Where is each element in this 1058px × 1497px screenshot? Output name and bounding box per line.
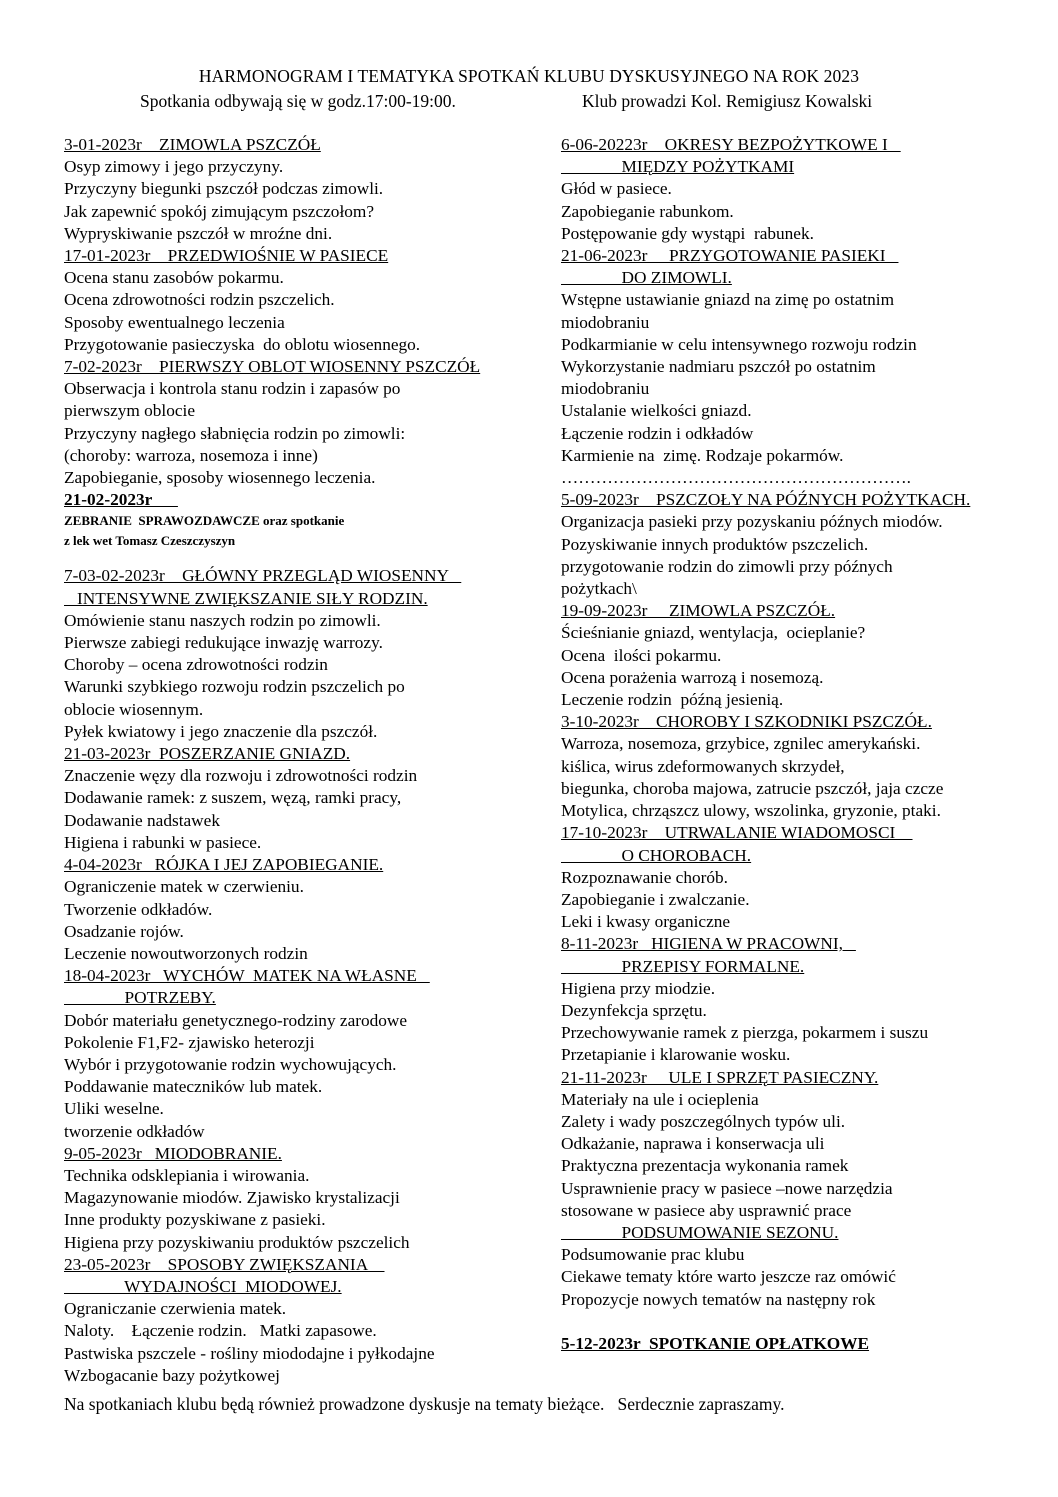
spacer (64, 551, 504, 565)
topic-line: Uliki weselne. (64, 1099, 164, 1119)
topic-line: Wzbogacanie bazy pożytkowej (64, 1365, 280, 1385)
meeting-heading: 19-09-2023r ZIMOWLA PSZCZÓŁ. (561, 601, 836, 621)
topic-line: Rozpoznawanie chorób. (561, 867, 728, 887)
topic-line: Ocena ilości pokarmu. (561, 645, 722, 665)
topic-line: Ograniczanie czerwienia matek. (64, 1299, 287, 1319)
topic-line: z lek wet Tomasz Czeszczyszyn (64, 533, 236, 549)
topic-line: Ciekawe tematy które warto jeszcze raz omówić (561, 1267, 896, 1287)
meeting-heading: POTRZEBY. (64, 988, 216, 1008)
meeting-heading: 5-09-2023r PSZCZOŁY NA PÓŹNYCH POŻYTKACH. (561, 490, 971, 510)
meeting-heading: O CHOROBACH. (561, 845, 752, 865)
topic-line: Głód w pasiece. (561, 179, 672, 199)
topic-line: Inne produkty pozyskiwane z pasieki. (64, 1210, 326, 1230)
right-column (561, 134, 1001, 1355)
topic-line: Pierwsze zabiegi redukujące inwazję warrozy. (64, 633, 383, 653)
topic-line: Pozyskiwanie innych produktów pszczelich. (561, 534, 869, 554)
meeting-heading: INTENSYWNE ZWIĘKSZANIE SIŁY RODZIN. (64, 588, 428, 608)
topic-line: Higiena i rabunki w pasiece. (64, 832, 262, 852)
topic-line: tworzenie odkładów (64, 1121, 205, 1141)
topic-line: stosowane w pasiece aby usprawnić prace (561, 1200, 852, 1220)
topic-line: Usprawnienie pracy w pasiece –nowe narzędzia (561, 1178, 893, 1198)
topic-line: przygotowanie rodzin do zimowli przy późnych (561, 556, 893, 576)
topic-line: Technika odsklepiania i wirowania. (64, 1165, 310, 1185)
topic-line: Osadzanie rojów. (64, 921, 184, 941)
meeting-heading: 21-11-2023r ULE I SPRZĘT PASIECZNY. (561, 1067, 879, 1087)
topic-line: kiślica, wirus zdeformowanych skrzydeł, (561, 756, 845, 776)
meeting-heading: MIĘDZY POŻYTKAMI (561, 157, 795, 177)
topic-line: ……………………………………………………. (561, 468, 911, 488)
topic-line: Poddawanie mateczników lub matek. (64, 1077, 323, 1097)
topic-line: Znaczenie węzy dla rozwoju i zdrowotności rodzin (64, 766, 418, 786)
meeting-heading: 8-11-2023r HIGIENA W PRACOWNI, (561, 934, 856, 954)
topic-line: Jak zapewnić spokój zimującym pszczołom? (64, 201, 374, 221)
meeting-heading: 6-06-20223r OKRESY BEZPOŻYTKOWE I (561, 135, 901, 154)
topic-line: (choroby: warroza, nosemoza i inne) (64, 445, 318, 465)
topic-line: Postępowanie gdy wystąpi rabunek. (561, 223, 814, 243)
topic-line: Karmienie na zimę. Rodzaje pokarmów. (561, 445, 844, 465)
spacer (561, 1311, 1001, 1333)
topic-line: ZEBRANIE SPRAWOZDAWCZE oraz spotkanie (64, 513, 345, 529)
meeting-heading: WYDAJNOŚCI MIODOWEJ. (64, 1276, 342, 1296)
topic-line: Ograniczenie matek w czerwieniu. (64, 877, 304, 897)
topic-line: Zapobieganie i zwalczanie. (561, 889, 750, 909)
topic-line: Magazynowanie miodów. Zjawisko krystalizacji (64, 1188, 400, 1208)
topic-line: Materiały na ule i ocieplenia (561, 1089, 759, 1109)
topic-line: Przyczyny biegunki pszczół podczas zimowli. (64, 179, 384, 199)
topic-line: Ocena zdrowotności rodzin pszczelich. (64, 290, 335, 310)
topic-line: Leki i kwasy organiczne (561, 912, 731, 932)
meeting-heading: 3-01-2023r ZIMOWLA PSZCZÓŁ (64, 135, 321, 154)
meeting-heading: 9-05-2023r MIODOBRANIE. (64, 1143, 282, 1163)
topic-line: Ustalanie wielkości gniazd. (561, 401, 752, 421)
meeting-heading: 23-05-2023r SPOSOBY ZWIĘKSZANIA (64, 1254, 385, 1274)
topic-line: Przetapianie i klarowanie wosku. (561, 1045, 791, 1065)
topic-line: Praktyczna prezentacja wykonania ramek (561, 1156, 849, 1176)
topic-line: oblocie wiosennym. (64, 699, 204, 719)
topic-line: Warroza, nosemoza, grzybice, zgnilec amerykański. (561, 734, 921, 754)
topic-line: pożytkach\ (561, 579, 637, 599)
topic-line: Wykorzystanie nadmiaru pszczół po ostatnim (561, 357, 876, 377)
topic-line: biegunka, choroba majowa, zatrucie pszczół, jaja czcze (561, 778, 944, 798)
topic-line: pierwszym oblocie (64, 401, 196, 421)
meeting-heading: 18-04-2023r WYCHÓW MATEK NA WŁASNE (64, 966, 430, 986)
meeting-hours: Spotkania odbywają się w godz.17:00-19:00. (140, 91, 456, 111)
topic-line: Ścieśnianie gniazd, wentylacja, ocieplanie? (561, 623, 866, 643)
club-host: Klub prowadzi Kol. Remigiusz Kowalski (582, 91, 873, 111)
topic-line: Łączenie rodzin i odkładów (561, 423, 754, 443)
topic-line: Leczenie rodzin późną jesienią. (561, 690, 784, 710)
topic-line: Higiena przy pozyskiwaniu produktów pszczelich (64, 1232, 410, 1252)
topic-line: Leczenie nowoutworzonych rodzin (64, 943, 308, 963)
page-title: HARMONOGRAM I TEMATYKA SPOTKAŃ KLUBU DYSKUSYJNEGO NA ROK 2023 (198, 66, 860, 86)
topic-line: Choroby – ocena zdrowotności rodzin (64, 655, 328, 675)
topic-line: Odkażanie, naprawa i konserwacja uli (561, 1134, 825, 1154)
topic-line: Naloty. Łączenie rodzin. Matki zapasowe. (64, 1321, 377, 1341)
meeting-heading: 3-10-2023r CHOROBY I SZKODNIKI PSZCZÓŁ. (561, 712, 932, 732)
footer-note: Na spotkaniach klubu będą również prowadzone dyskusje na tematy bieżące. Serdecznie zapraszamy. (64, 1394, 785, 1414)
meeting-heading: 21-02-2023r (64, 490, 178, 510)
topic-line: Zapobieganie rabunkom. (561, 201, 734, 221)
meeting-heading: 5-12-2023r SPOTKANIE OPŁATKOWE (561, 1333, 870, 1353)
topic-line: Dodawanie nadstawek (64, 810, 220, 830)
topic-line: Przygotowanie pasieczyska do oblotu wiosennego. (64, 334, 421, 354)
topic-line: Sposoby ewentualnego leczenia (64, 312, 285, 332)
topic-line: miodobraniu (561, 312, 650, 332)
topic-line: Wybór i przygotowanie rodzin wychowujących. (64, 1054, 397, 1074)
topic-line: Osyp zimowy i jego przyczyny. (64, 157, 284, 177)
topic-line: Pastwiska pszczele - rośliny miododajne i pyłkodajne (64, 1343, 435, 1363)
topic-line: Pyłek kwiatowy i jego znaczenie dla pszczół. (64, 721, 378, 741)
topic-line: Motylica, chrząszcz ulowy, wszolinka, gryzonie, ptaki. (561, 801, 941, 821)
topic-line: Pokolenie F1,F2- zjawisko heterozji (64, 1032, 315, 1052)
topic-line: Ocena stanu zasobów pokarmu. (64, 268, 284, 288)
meeting-heading: 21-03-2023r POSZERZANIE GNIAZD. (64, 744, 351, 764)
topic-line: Obserwacja i kontrola stanu rodzin i zapasów po (64, 379, 401, 399)
topic-line: Omówienie stanu naszych rodzin po zimowli. (64, 610, 381, 630)
topic-line: Wstępne ustawianie gniazd na zimę po ostatnim (561, 290, 895, 310)
topic-line: Przechowywanie ramek z pierzga, pokarmem i suszu (561, 1023, 929, 1043)
meeting-heading: 7-02-2023r PIERWSZY OBLOT WIOSENNY PSZCZÓŁ (64, 357, 481, 377)
topic-line: Wypryskiwanie pszczół w mroźne dni. (64, 223, 333, 243)
meeting-heading: PRZEPISY FORMALNE. (561, 956, 805, 976)
meeting-heading: 17-10-2023r UTRWALANIE WIADOMOSCI (561, 823, 913, 843)
topic-line: Dezynfekcja sprzętu. (561, 1000, 707, 1020)
topic-line: Zapobieganie, sposoby wiosennego leczenia. (64, 468, 376, 488)
topic-line: miodobraniu (561, 379, 650, 399)
meeting-heading: 7-03-02-2023r GŁÓWNY PRZEGLĄD WIOSENNY (64, 566, 462, 586)
topic-line: Tworzenie odkładów. (64, 899, 213, 919)
topic-line: Dobór materiału genetycznego-rodziny zarodowe (64, 1010, 408, 1030)
topic-line: Organizacja pasieki przy pozyskaniu późnych miodów. (561, 512, 943, 532)
meeting-heading: PODSUMOWANIE SEZONU. (561, 1222, 839, 1242)
topic-line: Zalety i wady poszczególnych typów uli. (561, 1111, 846, 1131)
topic-line: Przyczyny nagłego słabnięcia rodzin po zimowli: (64, 423, 406, 443)
meeting-heading: 17-01-2023r PRZEDWIOŚNIE W PASIECE (64, 246, 389, 266)
topic-line: Higiena przy miodzie. (561, 978, 716, 998)
left-column (64, 134, 504, 1387)
topic-line: Warunki szybkiego rozwoju rodzin pszczelich po (64, 677, 405, 697)
meeting-heading: 21-06-2023r PRZYGOTOWANIE PASIEKI (561, 246, 899, 266)
topic-line: Ocena porażenia warrozą i nosemozą. (561, 667, 824, 687)
topic-line: Podsumowanie prac klubu (561, 1245, 745, 1265)
topic-line: Propozycje nowych tematów na następny rok (561, 1289, 876, 1309)
topic-line: Podkarmianie w celu intensywnego rozwoju rodzin (561, 334, 917, 354)
meeting-heading: DO ZIMOWLI. (561, 268, 732, 288)
topic-line: Dodawanie ramek: z suszem, węzą, ramki pracy, (64, 788, 402, 808)
meeting-heading: 4-04-2023r RÓJKA I JEJ ZAPOBIEGANIE. (64, 855, 384, 875)
